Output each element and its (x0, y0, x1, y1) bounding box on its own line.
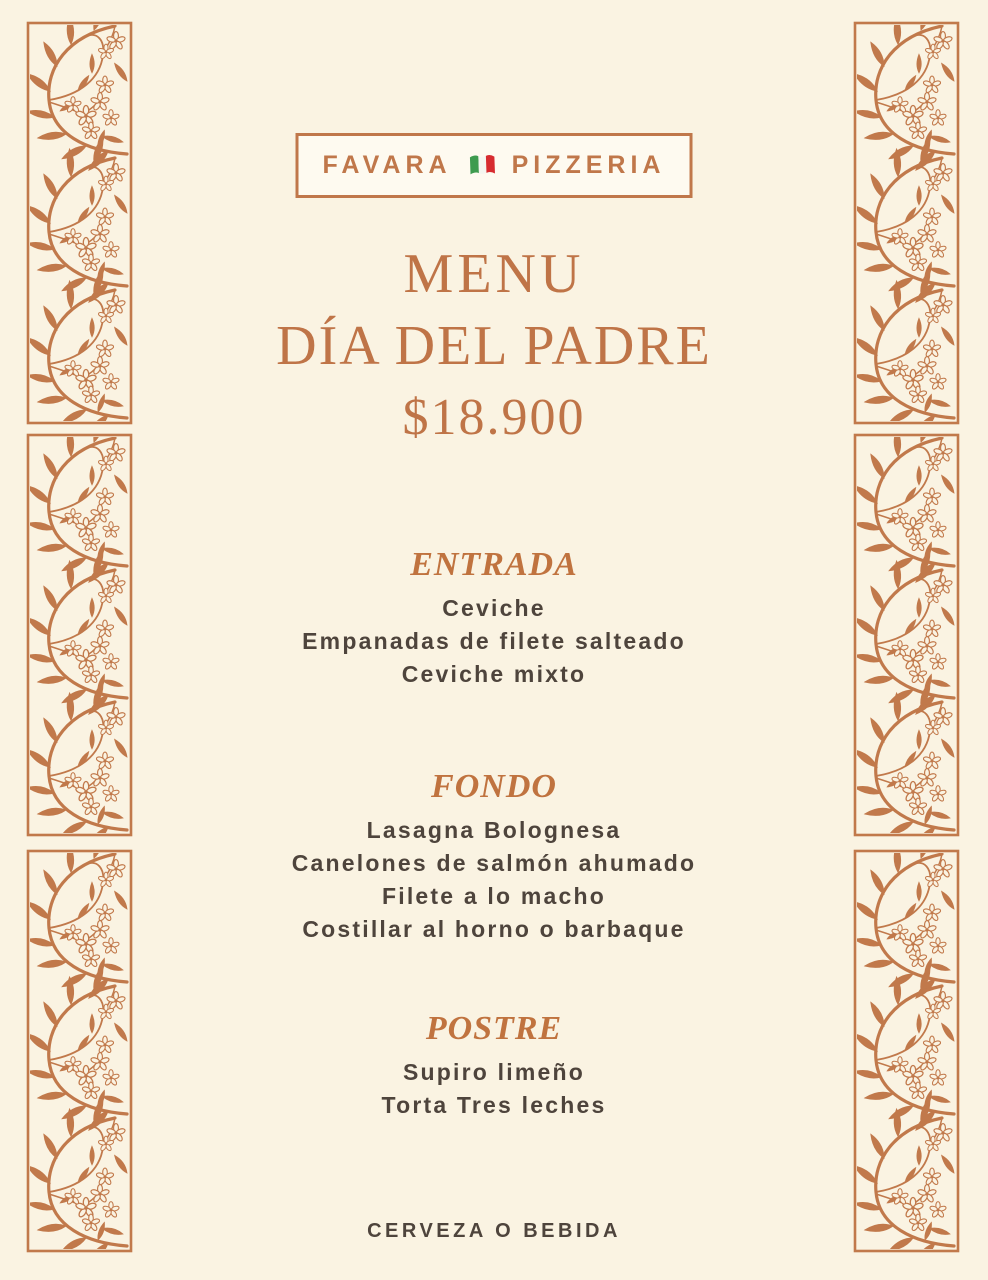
section-heading: FONDO (431, 768, 557, 805)
section-items (0, 1056, 988, 1122)
section-entrada (0, 546, 988, 691)
menu-item: Torta Tres leches (381, 1092, 607, 1118)
brand-name-right: PIZZERIA (511, 151, 666, 179)
menu-item: Canelones de salmón ahumado (291, 850, 697, 876)
section-heading: ENTRADA (410, 546, 578, 583)
menu-subtitle: DÍA DEL PADRE (276, 315, 712, 377)
section-heading: POSTRE (425, 1010, 563, 1047)
menu-title-block (0, 238, 988, 454)
menu-item: Empanadas de filete salteado (302, 628, 686, 654)
menu-title: MENU (403, 243, 585, 305)
menu-item: Ceviche (442, 595, 546, 621)
brand-box (296, 133, 693, 198)
menu-price: $18.900 (402, 389, 586, 446)
brand-name-left: FAVARA (322, 151, 452, 179)
menu-item: Costillar al horno o barbaque (302, 916, 686, 942)
section-postre (0, 1010, 988, 1122)
footer-note: CERVEZA O BEBIDA (367, 1220, 621, 1242)
menu-item: Supiro limeño (403, 1059, 585, 1085)
section-items (0, 592, 988, 691)
section-items (0, 814, 988, 946)
menu-item: Lasagna Bolognesa (366, 817, 622, 843)
section-fondo (0, 768, 988, 946)
menu-item: Filete a lo macho (381, 883, 606, 909)
menu-item: Ceviche mixto (401, 661, 587, 687)
italy-flag-icon (465, 151, 498, 179)
